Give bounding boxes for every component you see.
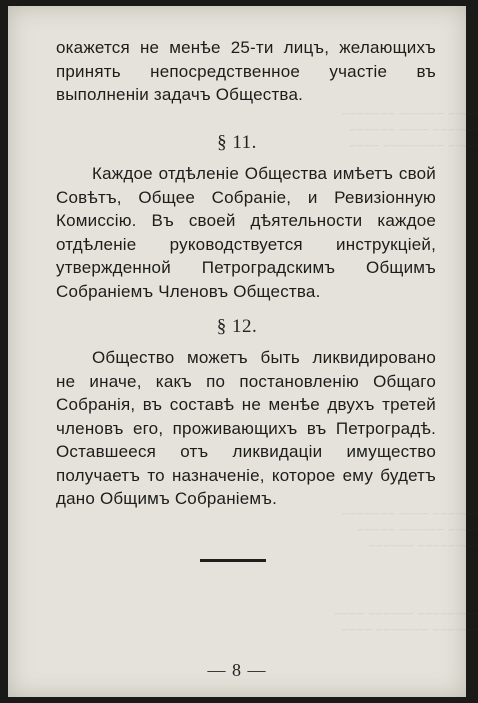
document-page [8, 6, 478, 697]
paragraph-continued: окажется не менѣе 25-ти лицъ, желающихъ принять непосредственное участіе въ выполненіи задачъ Общества. [56, 38, 436, 104]
section-11-heading: § 11. [217, 132, 257, 153]
show-through-text: ~~~~ ~~~~~~ ~~~~~~~ ~~~~~~ ~~~~ ~~~~~~ ~~~~ ~~~~~~~~ ~~~~ [341, 106, 478, 153]
paragraph-section-11: Каждое отдѣленіе Общества имѣетъ свой Совѣтъ, Общее Собраніе, и Ревизіонную Комиссію. Въ своей дѣятельности каждое отдѣленіе руководствуется инструкціей, утвержденной Петроградскимъ Общимъ Собраніемъ Членовъ Общества. [56, 164, 436, 301]
page-number: — 8 — [207, 660, 267, 680]
horizontal-rule [200, 559, 266, 562]
show-through-text: ~~~~~~ ~~~~ ~~~~~~~ ~~~~ ~~~~~~ ~~~~~ ~~~~~~~~ ~~~~~~ [341, 506, 478, 553]
show-through-text: ~~~~~~~~ ~~~~~~ ~~~~ ~~~~~~ ~~~~~~~ ~~~~ [334, 606, 478, 637]
section-12-heading: § 12. [216, 316, 258, 337]
paragraph-section-12: Общество можетъ быть ликвидировано не иначе, какъ по постановленію Общаго Собранія, въ составѣ не менѣе двухъ третей членовъ его, проживающихъ въ Петроградѣ. Оставшееся отъ ликвидаціи имущество получаетъ то назначеніе, которое ему будетъ дано Общимъ Собраніемъ. [56, 348, 436, 508]
